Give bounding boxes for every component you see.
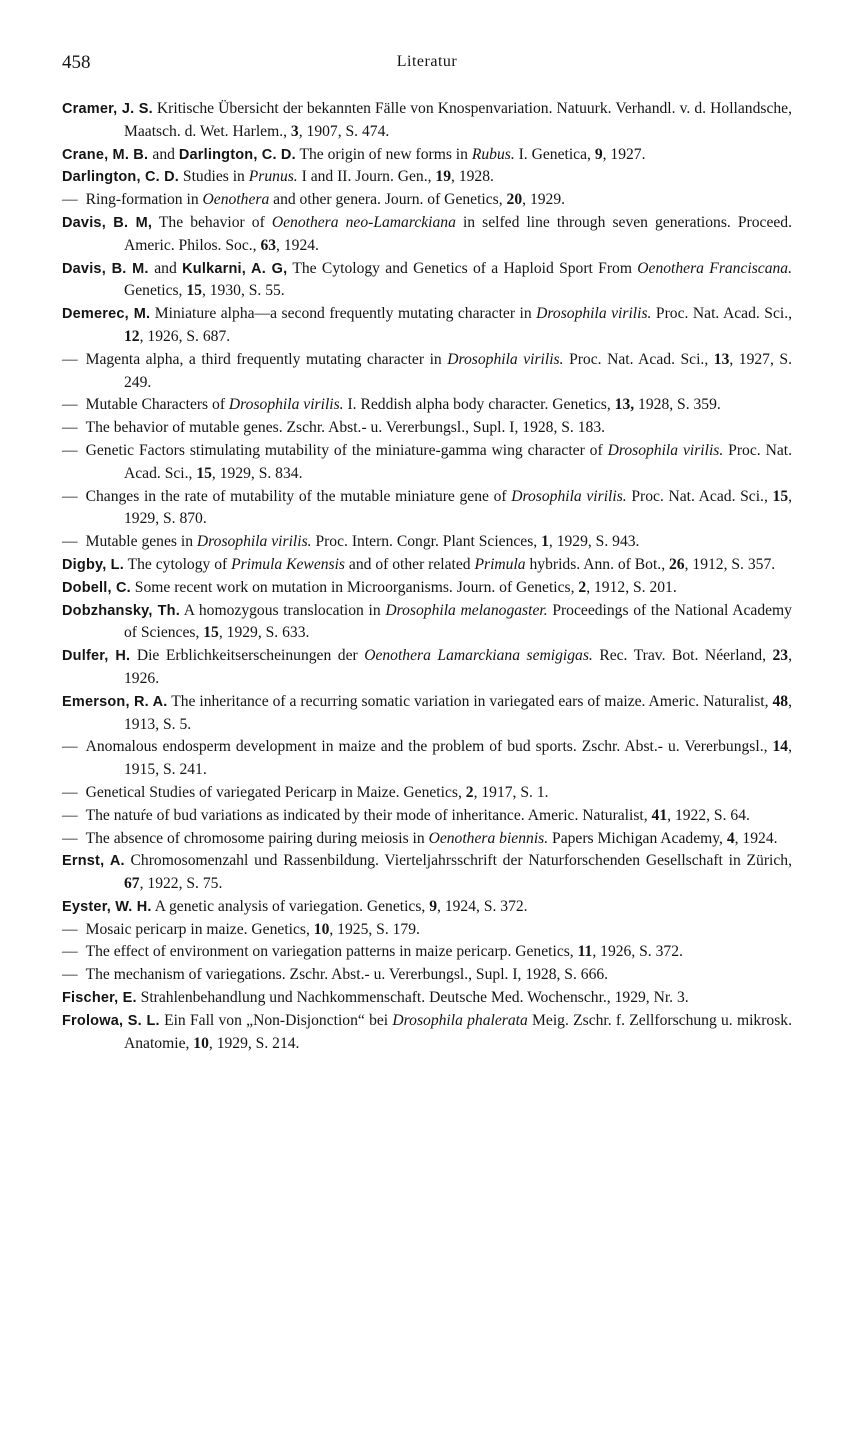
volume-number: 12: [124, 327, 140, 345]
reference-entry: [62, 349, 792, 395]
reference-text: Proc. Intern. Congr. Plant Sciences,: [311, 533, 542, 551]
running-title: Literatur: [396, 53, 458, 70]
volume-number: 3: [290, 122, 299, 140]
reference-text: , 1927.: [602, 145, 646, 163]
reference-text: , 1912, S. 357.: [684, 555, 776, 573]
reference-entry: [62, 440, 792, 486]
reference-entry: [62, 828, 792, 851]
reference-entry: [62, 805, 792, 828]
author-conjunction: and: [154, 259, 177, 277]
reference-entry: [62, 600, 792, 646]
same-author-dash: —: [62, 441, 78, 459]
reference-text: , 1924, S. 372.: [437, 897, 528, 915]
reference-entry: [62, 782, 792, 805]
page-number: 458: [62, 52, 91, 73]
reference-entry: [62, 554, 792, 577]
reference-text: Papers Michigan Academy,: [548, 829, 727, 847]
reference-text: Genetics,: [124, 282, 187, 300]
reference-text: The cytology of: [127, 555, 232, 573]
reference-author: Darlington, C. D.: [178, 146, 296, 163]
italic-title: Primula: [474, 555, 526, 573]
reference-entry: [62, 964, 792, 987]
reference-text: Proceedings of the National Academy of Sciences,: [124, 601, 792, 642]
reference-entry: [62, 919, 792, 942]
reference-entry: [62, 189, 792, 212]
reference-text: Die Erblichkeitserscheinungen der: [136, 647, 365, 665]
reference-text: The effect of environment on variegation patterns in maize pericarp. Genetics,: [85, 943, 578, 961]
volume-number: 63: [260, 236, 277, 254]
volume-number: 26: [669, 555, 685, 573]
reference-text: , 1926, S. 372.: [592, 943, 683, 961]
reference-entry: [62, 166, 792, 189]
reference-text: , 1929, S. 870.: [124, 487, 793, 528]
reference-text: Proc. Nat. Acad. Sci.,: [563, 350, 714, 368]
reference-text: Anomalous endosperm development in maize and the problem of bud sports. Zschr. Abst.- u. Vererbungsl.,: [85, 738, 773, 756]
reference-list: [62, 98, 792, 1055]
reference-author: Frolowa, S. L.: [62, 1012, 160, 1029]
reference-text: Miniature alpha—a second frequently mutating character in: [154, 305, 537, 323]
reference-text: , 1929, S. 214.: [208, 1034, 300, 1052]
reference-text: Genetical Studies of variegated Pericarp in Maize. Genetics,: [85, 783, 466, 801]
reference-text: The natuŕe of bud variations as indicated by their mode of inheritance. Americ. Naturalist,: [85, 806, 652, 824]
reference-text: Meig. Zschr. f. Zellforschung u. mikrosk. Anatomie,: [124, 1011, 792, 1052]
reference-entry: [62, 896, 792, 919]
reference-text: Ein Fall von „Non-Disjonction“ bei: [164, 1011, 393, 1029]
same-author-dash: —: [62, 966, 78, 984]
reference-text: Proc. Nat. Acad. Sci.,: [626, 487, 773, 505]
italic-title: Drosophila virilis.: [447, 350, 564, 368]
reference-text: , 1913, S. 5.: [124, 692, 792, 733]
same-author-dash: —: [62, 829, 78, 847]
volume-number: 67: [124, 875, 140, 893]
reference-author: Dobzhansky, Th.: [62, 602, 180, 619]
same-author-dash: —: [62, 191, 78, 209]
reference-entry: [62, 394, 792, 417]
reference-text: , 1929, S. 943.: [548, 533, 640, 551]
reference-text: , 1929.: [522, 191, 566, 209]
reference-entry: [62, 144, 792, 167]
reference-text: , 1930, S. 55.: [201, 282, 285, 300]
reference-text: , 1927, S. 249.: [124, 350, 792, 391]
reference-author: Fischer, E.: [62, 990, 137, 1007]
reference-entry: [62, 417, 792, 440]
italic-title: Oenothera Franciscana.: [637, 259, 793, 277]
volume-number: 13: [713, 350, 730, 368]
reference-text: , 1912, S. 201.: [586, 578, 677, 596]
reference-entry: [62, 941, 792, 964]
reference-text: , 1922, S. 64.: [667, 806, 750, 824]
volume-number: 41: [651, 806, 668, 824]
italic-title: Primula Kewensis: [231, 555, 346, 573]
italic-title: Prunus.: [248, 168, 298, 186]
same-author-dash: —: [62, 419, 78, 437]
reference-entry: [62, 691, 792, 737]
reference-entry: [62, 987, 792, 1010]
same-author-dash: —: [62, 738, 78, 756]
reference-text: and of other related: [345, 555, 475, 573]
volume-number: 14: [772, 738, 789, 756]
volume-number: 2: [578, 578, 587, 596]
reference-text: A genetic analysis of variegation. Genetics,: [154, 897, 430, 915]
reference-text: 1928, S. 359.: [634, 396, 721, 414]
italic-title: Drosophila virilis.: [196, 533, 312, 551]
volume-number: 9: [429, 897, 438, 915]
reference-text: Changes in the rate of mutability of the mutable miniature gene of: [85, 487, 512, 505]
reference-text: , 1925, S. 179.: [329, 920, 420, 938]
volume-number: 9: [594, 145, 603, 163]
reference-entry: [62, 736, 792, 782]
reference-text: , 1924.: [734, 829, 778, 847]
reference-text: , 1915, S. 241.: [124, 738, 792, 779]
volume-number: 11: [577, 943, 593, 961]
same-author-dash: —: [62, 943, 78, 961]
same-author-dash: —: [62, 920, 78, 938]
reference-text: Mosaic pericarp in maize. Genetics,: [85, 920, 314, 938]
reference-text: , 1922, S. 75.: [139, 875, 223, 893]
reference-text: I. Reddish alpha body character. Genetics,: [343, 396, 615, 414]
page-header: [62, 52, 792, 76]
reference-text: , 1924.: [276, 236, 319, 254]
reference-author: Demerec, M.: [62, 306, 151, 323]
reference-author: Davis, B. M.: [62, 260, 155, 277]
reference-text: , 1928.: [451, 168, 494, 186]
same-author-dash: —: [62, 806, 78, 824]
reference-text: The behavior of: [158, 213, 272, 231]
reference-entry: [62, 258, 792, 304]
volume-number: 15: [186, 282, 202, 300]
reference-text: Rec. Trav. Bot. Néerland,: [592, 647, 773, 665]
volume-number: 15: [203, 624, 219, 642]
same-author-dash: —: [62, 533, 78, 551]
reference-text: , 1907, S. 474.: [298, 122, 390, 140]
reference-entry: [62, 212, 792, 258]
italic-title: Oenothera biennis.: [428, 829, 549, 847]
italic-title: Drosophila virilis.: [511, 487, 627, 505]
reference-text: Some recent work on mutation in Microorganisms. Journ. of Genetics,: [134, 578, 579, 596]
italic-title: Oenothera: [202, 191, 270, 209]
italic-title: Oenothera Lamarckiana semigigas.: [364, 647, 593, 665]
reference-text: The Cytology and Genetics of a Haploid Sport From: [292, 259, 638, 277]
volume-number: 10: [193, 1034, 209, 1052]
reference-entry: [62, 1010, 792, 1056]
reference-author: Ernst, A.: [62, 853, 125, 870]
reference-text: Mutable genes in: [85, 533, 197, 551]
italic-title: Drosophila virilis.: [536, 305, 652, 323]
reference-author: Darlington, C. D.: [62, 169, 179, 186]
italic-title: Drosophila virilis.: [607, 441, 724, 459]
volume-number: 15: [196, 464, 212, 482]
reference-entry: [62, 531, 792, 554]
reference-entry: [62, 486, 792, 532]
volume-number: 13,: [614, 396, 635, 414]
reference-text: , 1926, S. 687.: [139, 327, 231, 345]
reference-text: The behavior of mutable genes. Zschr. Abst.- u. Vererbungsl., Supl. I, 1928, S. 183.: [85, 419, 606, 437]
reference-text: I. Genetica,: [514, 145, 595, 163]
reference-text: , 1929, S. 633.: [218, 624, 310, 642]
italic-title: Drosophila phalerata: [392, 1011, 528, 1029]
volume-number: 48: [772, 692, 789, 710]
volume-number: 20: [506, 191, 523, 209]
italic-title: Drosophila virilis.: [228, 396, 344, 414]
reference-text: Ring-formation in: [85, 191, 203, 209]
reference-author: Cramer, J. S.: [62, 101, 153, 117]
same-author-dash: —: [62, 487, 78, 505]
same-author-dash: —: [62, 783, 78, 801]
same-author-dash: —: [62, 350, 78, 368]
reference-entry: [62, 98, 792, 144]
reference-author: Crane, M. B.: [62, 146, 153, 163]
reference-text: , 1917, S. 1.: [473, 783, 549, 801]
reference-text: Kritische Übersicht der bekannten Fälle von Knospenvariation. Natuurk. Verhandl. v. d. Hollandsche, Maatsch. d. Wet. Harlem.,: [124, 100, 792, 140]
reference-author: Dulfer, H.: [62, 648, 131, 665]
reference-text: Studies in: [182, 168, 249, 186]
reference-entry: [62, 645, 792, 691]
reference-text: , 1926.: [124, 647, 792, 687]
reference-text: A homozygous translocation in: [183, 601, 386, 619]
reference-author: Dobell, C.: [62, 579, 131, 596]
reference-text: Proc. Nat. Acad. Sci.,: [651, 305, 793, 323]
author-conjunction: and: [152, 145, 175, 163]
italic-title: Rubus.: [471, 145, 515, 163]
italic-title: Drosophila melanogaster.: [385, 601, 548, 619]
reference-text: Mutable Characters of: [85, 396, 229, 414]
reference-text: Proc. Nat. Acad. Sci.,: [124, 441, 792, 482]
reference-author: Davis, B. M,: [62, 214, 153, 231]
reference-text: hybrids. Ann. of Bot.,: [525, 555, 669, 573]
reference-author: Digby, L.: [62, 556, 124, 573]
reference-text: I and II. Journ. Gen.,: [297, 168, 436, 186]
reference-text: , 1929, S. 834.: [211, 464, 303, 482]
volume-number: 2: [465, 783, 474, 801]
reference-author: Eyster, W. H.: [62, 898, 152, 915]
reference-entry: [62, 850, 792, 896]
reference-text: and other genera. Journ. of Genetics,: [269, 191, 507, 209]
volume-number: 4: [726, 829, 735, 847]
same-author-dash: —: [62, 396, 78, 414]
reference-author: Emerson, R. A.: [62, 693, 168, 710]
italic-title: Oenothera neo-Lamarckiana: [271, 213, 456, 231]
reference-author: Kulkarni, A. G,: [182, 260, 288, 277]
reference-text: The mechanism of variegations. Zschr. Abst.- u. Vererbungsl., Supl. I, 1928, S. 666.: [85, 966, 609, 984]
reference-text: Magenta alpha, a third frequently mutating character in: [85, 350, 448, 368]
volume-number: 1: [541, 533, 549, 551]
reference-text: The absence of chromosome pairing during meiosis in: [85, 829, 429, 847]
reference-text: The origin of new forms in: [299, 145, 472, 163]
reference-text: Genetic Factors stimulating mutability of the miniature-gamma wing character of: [85, 441, 608, 459]
volume-number: 19: [435, 168, 452, 186]
reference-entry: [62, 577, 792, 600]
reference-text: Chromosomenzahl und Rassenbildung. Vierteljahrsschrift der Naturforschenden Gesellschaft in Zürich,: [130, 852, 792, 870]
reference-entry: [62, 303, 792, 349]
reference-text: Strahlenbehandlung und Nachkommenschaft. Deutsche Med. Wochenschr., 1929, Nr. 3.: [140, 989, 689, 1007]
volume-number: 15: [772, 487, 789, 505]
reference-text: in selfed line through seven generations. Proceed. Americ. Philos. Soc.,: [124, 213, 792, 254]
volume-number: 23: [772, 647, 789, 665]
reference-text: The inheritance of a recurring somatic variation in variegated ears of maize. Americ. Naturalist,: [171, 692, 773, 710]
volume-number: 10: [313, 920, 330, 938]
